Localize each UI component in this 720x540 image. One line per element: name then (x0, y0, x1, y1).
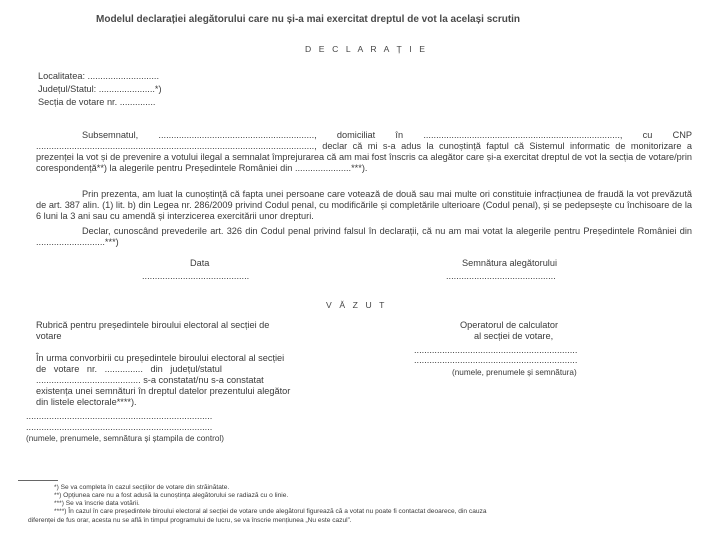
paragraph-fraud-text: Prin prezenta, am luat la cunoștință că fapta unei persoane care votează de două sau mai multe ori constituie infracțiunea de fraudă la vot prevăzută de art. 387 alin. (1) lit. b) din Legea nr. 286/2009 privind Codul penal, cu modificările și completările ulterioare (Codul penal), și se pedepsește cu închisoare de la 6 luni la 3 ani sau cu amendă și interzicerea exercitării unor drepturi. (36, 189, 692, 221)
operator-sign-caption: (numele, prenumele și semnătura) (452, 368, 577, 377)
declaration-heading: D E C L A R A Ț I E (305, 44, 428, 54)
footnote-4a: ****) În cazul în care președintele biroului electoral al secției de votare unde alegătorul figurează că a votat nu poate fi contactat deoarece, din cauza (54, 508, 487, 515)
paragraph-fraud-notice (36, 189, 692, 222)
footnote-divider (18, 480, 58, 481)
president-rubric-body-3: ......................................... s-a constatat/nu s-a constatat (36, 375, 264, 385)
seen-heading: V Ă Z U T (326, 300, 387, 310)
footnote-4b: diferenței de fus orar, acesta nu se află în timpul programului de lucru, se va înscrie mențiunea „Nu este cazul”. (28, 517, 352, 524)
operator-sign-line-2: ................................................................ (414, 355, 578, 365)
paragraph-identity-text: Subsemnatul, ............................................................., domiciliat în ............................................................................., cu CNP ............................................................................................................., declar că mi s-a adus la cunoștință faptul că Sistemul informatic de monitorizare a prezenței la vot și de prevenire a votului ilegal a semnalat împrejurarea că am mai fost înscris ca alegător care și-a exercitat dreptul de vot la secția de votare/prin corespondență**) la alegerile pentru Președintele României din ......................***). (36, 130, 692, 173)
president-rubric-body-4: existența unei semnături în dreptul datelor prezentului alegător (36, 386, 291, 396)
operator-title-2: al secției de votare, (474, 331, 554, 341)
president-sign-caption: (numele, prenumele, semnătura și ștampila de control) (26, 434, 224, 443)
voter-signature-label: Semnătura alegătorului (462, 258, 557, 268)
date-line: .......................................... (142, 271, 250, 281)
locality-field: Localitatea: ............................ (38, 71, 160, 81)
president-rubric-title-1: Rubrică pentru președintele biroului electoral al secției de (36, 320, 270, 330)
footnote-3: ***) Se va înscrie data votării. (54, 500, 140, 507)
president-sign-line-1: ......................................................................... (26, 411, 213, 421)
paragraph-false-statement (36, 226, 692, 248)
operator-title-1: Operatorul de calculator (460, 320, 559, 330)
document-title: Modelul declarației alegătorului care nu și-a mai exercitat dreptul de vot la același scrutin (96, 14, 521, 25)
president-sign-line-2: ......................................................................... (26, 422, 213, 432)
section-field: Secția de votare nr. .............. (38, 97, 156, 107)
voter-signature-line: ........................................... (446, 271, 556, 281)
operator-sign-line-1: ................................................................ (414, 345, 578, 355)
president-rubric-body-5: din listele electorale****). (36, 397, 137, 407)
president-rubric-body-2: de votare nr. ............... din județul/statul (36, 364, 222, 374)
footnote-2: **) Opțiunea care nu a fost adusă la cunoștința alegătorului se radiază cu o linie. (54, 492, 289, 499)
footnote-1: *) Se va completa în cazul secțiilor de votare din străinătate. (54, 484, 230, 491)
paragraph-false-text: Declar, cunoscând prevederile art. 326 din Codul penal privind falsul în declarații, că nu am mai votat la alegerile pentru Președintele României din ...........................***) (36, 226, 692, 247)
president-rubric-title-2: votare (36, 331, 62, 341)
date-label: Data (190, 258, 210, 268)
county-field: Județul/Statul: ......................*) (38, 84, 162, 94)
president-rubric-body-1: În urma convorbirii cu președintele biroului electoral al secției (36, 353, 285, 363)
paragraph-identity (36, 130, 692, 174)
